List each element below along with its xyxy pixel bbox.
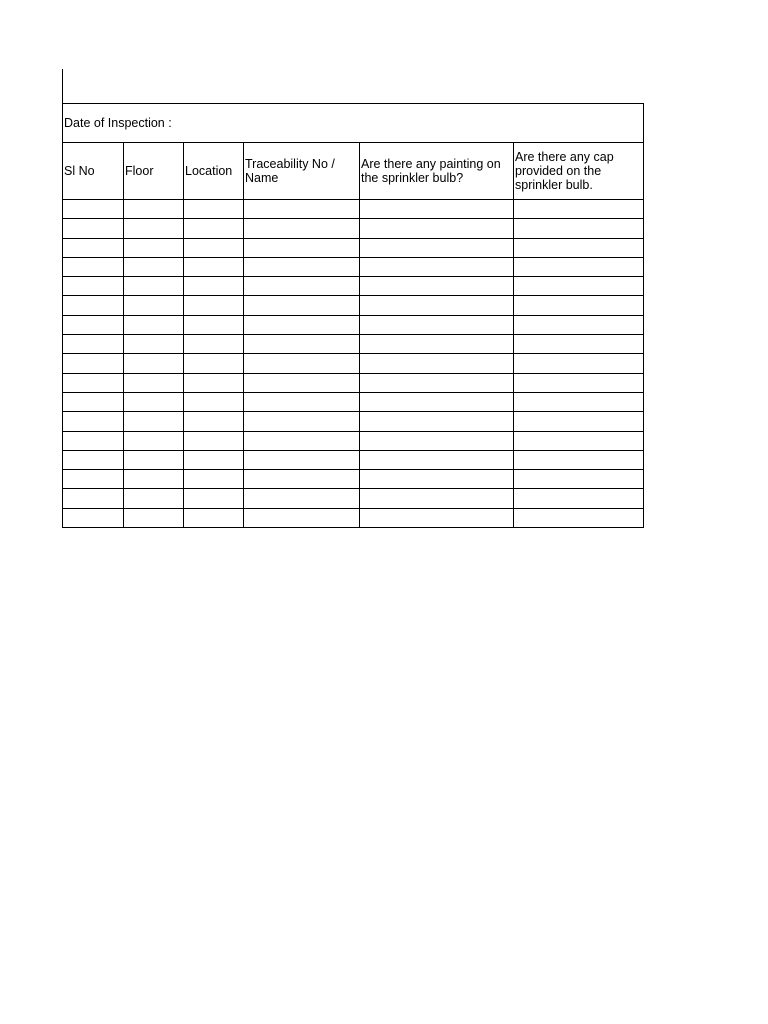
table-cell[interactable] — [63, 277, 124, 296]
table-cell[interactable] — [360, 373, 514, 392]
table-cell[interactable] — [244, 257, 360, 276]
table-cell[interactable] — [360, 508, 514, 527]
table-cell[interactable] — [360, 450, 514, 469]
table-cell[interactable] — [514, 296, 644, 315]
table-row — [63, 431, 644, 450]
table-cell[interactable] — [360, 257, 514, 276]
header-cap-on-bulb: Are there any cap provided on the sprinkler bulb. — [514, 143, 644, 200]
table-cell[interactable] — [124, 277, 184, 296]
table-cell[interactable] — [184, 470, 244, 489]
table-cell[interactable] — [124, 315, 184, 334]
table-cell[interactable] — [184, 238, 244, 257]
table-cell[interactable] — [360, 489, 514, 508]
table-cell[interactable] — [360, 219, 514, 238]
table-cell[interactable] — [514, 219, 644, 238]
table-row — [63, 489, 644, 508]
table-cell[interactable] — [124, 219, 184, 238]
table-cell[interactable] — [360, 335, 514, 354]
table-cell[interactable] — [514, 354, 644, 373]
table-row — [63, 296, 644, 315]
table-cell[interactable] — [63, 412, 124, 431]
table-cell[interactable] — [360, 412, 514, 431]
inspection-table — [62, 103, 644, 528]
table-row — [63, 373, 644, 392]
table-cell[interactable] — [244, 392, 360, 411]
table-cell[interactable] — [360, 431, 514, 450]
top-border-line — [62, 69, 63, 104]
table-row — [63, 219, 644, 238]
table-cell[interactable] — [124, 489, 184, 508]
table-cell[interactable] — [244, 489, 360, 508]
table-cell[interactable] — [184, 335, 244, 354]
table-cell[interactable] — [360, 238, 514, 257]
table-cell[interactable] — [124, 238, 184, 257]
table-cell[interactable] — [514, 412, 644, 431]
table-row — [63, 354, 644, 373]
table-cell[interactable] — [124, 470, 184, 489]
table-row — [63, 238, 644, 257]
table-cell[interactable] — [244, 296, 360, 315]
table-cell[interactable] — [184, 354, 244, 373]
table-cell[interactable] — [184, 508, 244, 527]
table-cell[interactable] — [63, 315, 124, 334]
header-sl-no: Sl No — [63, 143, 124, 200]
table-cell[interactable] — [244, 238, 360, 257]
table-cell[interactable] — [124, 335, 184, 354]
table-cell[interactable] — [184, 200, 244, 219]
table-cell[interactable] — [184, 392, 244, 411]
table-cell[interactable] — [124, 373, 184, 392]
table-cell[interactable] — [184, 257, 244, 276]
table-cell[interactable] — [63, 200, 124, 219]
column-header-row — [63, 143, 644, 200]
table-row — [63, 335, 644, 354]
table-cell[interactable] — [63, 335, 124, 354]
header-traceability: Traceability No / Name — [244, 143, 360, 200]
table-row — [63, 277, 644, 296]
table-cell[interactable] — [244, 470, 360, 489]
table-cell[interactable] — [63, 238, 124, 257]
date-of-inspection-label: Date of Inspection : — [63, 104, 644, 143]
table-cell[interactable] — [514, 335, 644, 354]
header-location: Location — [184, 143, 244, 200]
table-cell[interactable] — [124, 450, 184, 469]
table-cell[interactable] — [514, 470, 644, 489]
table-cell[interactable] — [360, 470, 514, 489]
table-cell[interactable] — [124, 392, 184, 411]
table-cell[interactable] — [244, 373, 360, 392]
table-row — [63, 315, 644, 334]
table-cell[interactable] — [184, 373, 244, 392]
table-cell[interactable] — [360, 200, 514, 219]
table-cell[interactable] — [244, 431, 360, 450]
table-cell[interactable] — [514, 315, 644, 334]
table-cell[interactable] — [184, 296, 244, 315]
table-cell[interactable] — [514, 450, 644, 469]
table-cell[interactable] — [360, 296, 514, 315]
table-cell[interactable] — [514, 200, 644, 219]
header-floor: Floor — [124, 143, 184, 200]
table-cell[interactable] — [63, 450, 124, 469]
table-cell[interactable] — [184, 277, 244, 296]
table-cell[interactable] — [184, 219, 244, 238]
table-cell[interactable] — [244, 450, 360, 469]
table-cell[interactable] — [244, 315, 360, 334]
table-cell[interactable] — [63, 296, 124, 315]
table-row — [63, 412, 644, 431]
table-cell[interactable] — [244, 412, 360, 431]
header-painting-on-bulb: Are there any painting on the sprinkler bulb? — [360, 143, 514, 200]
table-cell[interactable] — [184, 315, 244, 334]
table-cell[interactable] — [244, 219, 360, 238]
table-cell[interactable] — [514, 257, 644, 276]
table-cell[interactable] — [184, 412, 244, 431]
table-cell[interactable] — [514, 277, 644, 296]
table-row — [63, 392, 644, 411]
table-cell[interactable] — [124, 412, 184, 431]
table-cell[interactable] — [360, 315, 514, 334]
table-cell[interactable] — [514, 489, 644, 508]
table-cell[interactable] — [63, 257, 124, 276]
table-row — [63, 450, 644, 469]
table-row — [63, 200, 644, 219]
table-cell[interactable] — [360, 392, 514, 411]
table-cell[interactable] — [184, 450, 244, 469]
table-cell[interactable] — [124, 296, 184, 315]
table-cell[interactable] — [124, 354, 184, 373]
table-cell[interactable] — [63, 489, 124, 508]
date-row — [63, 104, 644, 143]
table-cell[interactable] — [514, 392, 644, 411]
table-row — [63, 470, 644, 489]
table-cell[interactable] — [124, 200, 184, 219]
table-cell[interactable] — [184, 489, 244, 508]
table-cell[interactable] — [360, 277, 514, 296]
table-cell[interactable] — [63, 219, 124, 238]
table-cell[interactable] — [244, 354, 360, 373]
table-cell[interactable] — [360, 354, 514, 373]
table-cell[interactable] — [63, 392, 124, 411]
table-cell[interactable] — [63, 354, 124, 373]
table-cell[interactable] — [124, 257, 184, 276]
table-cell[interactable] — [184, 431, 244, 450]
table-cell[interactable] — [124, 508, 184, 527]
table-cell[interactable] — [514, 508, 644, 527]
table-cell[interactable] — [63, 508, 124, 527]
table-cell[interactable] — [514, 238, 644, 257]
table-cell[interactable] — [124, 431, 184, 450]
table-cell[interactable] — [244, 200, 360, 219]
table-cell[interactable] — [63, 431, 124, 450]
table-cell[interactable] — [63, 373, 124, 392]
table-cell[interactable] — [514, 431, 644, 450]
table-row — [63, 257, 644, 276]
table-row — [63, 508, 644, 527]
table-cell[interactable] — [244, 277, 360, 296]
table-cell[interactable] — [63, 470, 124, 489]
table-cell[interactable] — [514, 373, 644, 392]
table-cell[interactable] — [244, 335, 360, 354]
table-cell[interactable] — [244, 508, 360, 527]
